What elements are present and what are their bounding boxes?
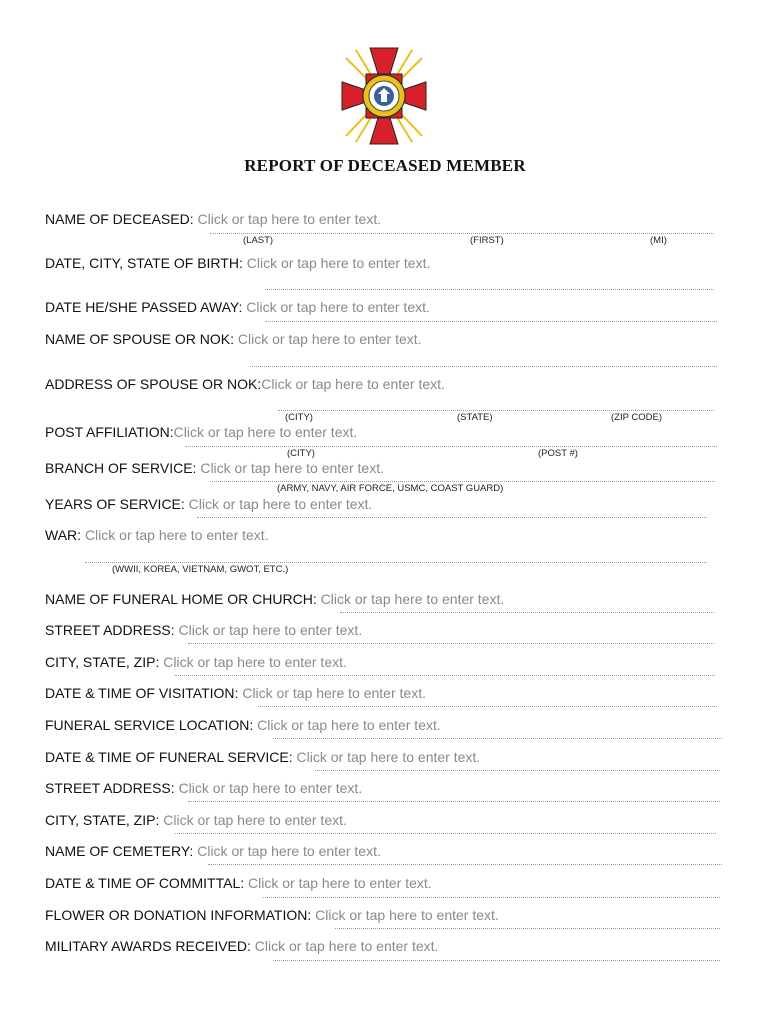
field-label: NAME OF CEMETERY: xyxy=(45,843,194,859)
field-label: NAME OF SPOUSE OR NOK: xyxy=(45,331,235,347)
field-placeholder: Click or tap here to enter text. xyxy=(242,685,426,701)
input-line xyxy=(263,897,720,898)
field-spouse-address[interactable] xyxy=(45,376,445,392)
field-label: NAME OF DECEASED: xyxy=(45,211,194,227)
field-placeholder: Click or tap here to enter text. xyxy=(315,907,499,923)
field-placeholder: Click or tap here to enter text. xyxy=(197,211,382,227)
input-line xyxy=(188,801,720,802)
input-line xyxy=(208,864,722,865)
field-years-of-service[interactable] xyxy=(45,496,372,512)
field-label: MILITARY AWARDS RECEIVED: xyxy=(45,938,251,954)
vfw-emblem-logo xyxy=(340,44,428,148)
field-placeholder: Click or tap here to enter text. xyxy=(246,299,430,315)
field-label: DATE & TIME OF COMMITTAL: xyxy=(45,875,245,891)
sublabel-mi: (MI) xyxy=(650,235,667,246)
field-street-address-2[interactable] xyxy=(45,780,362,796)
input-line xyxy=(175,833,716,834)
sublabel-last: (LAST) xyxy=(243,235,274,246)
field-placeholder: Click or tap here to enter text. xyxy=(178,780,363,796)
field-funeral-service-time[interactable] xyxy=(45,749,480,765)
input-line xyxy=(265,289,714,290)
field-label: BRANCH OF SERVICE: xyxy=(45,460,197,476)
field-label: WAR: xyxy=(45,527,82,543)
field-placeholder: Click or tap here to enter text. xyxy=(248,875,432,891)
field-street-address-1[interactable] xyxy=(45,622,362,638)
field-placeholder: Click or tap here to enter text. xyxy=(237,331,422,347)
field-cemetery[interactable] xyxy=(45,843,381,859)
field-birth[interactable] xyxy=(45,255,430,271)
sublabel-post-city: (CITY) xyxy=(287,448,315,459)
field-placeholder: Click or tap here to enter text. xyxy=(246,255,431,271)
field-placeholder: Click or tap here to enter text. xyxy=(163,654,347,670)
input-line xyxy=(175,675,715,676)
sublabel-post-number: (POST #) xyxy=(538,448,578,459)
field-label: CITY, STATE, ZIP: xyxy=(45,654,160,670)
input-line xyxy=(185,446,717,447)
field-city-state-zip-2[interactable] xyxy=(45,812,347,828)
field-placeholder: Click or tap here to enter text. xyxy=(173,424,358,440)
field-flower-donation[interactable] xyxy=(45,907,499,923)
field-post-affiliation[interactable] xyxy=(45,424,357,440)
field-label: DATE & TIME OF VISITATION: xyxy=(45,685,239,701)
field-placeholder: Click or tap here to enter text. xyxy=(200,460,384,476)
field-placeholder: Click or tap here to enter text. xyxy=(197,843,381,859)
field-placeholder: Click or tap here to enter text. xyxy=(84,527,269,543)
field-placeholder: Click or tap here to enter text. xyxy=(296,749,481,765)
field-service-location[interactable] xyxy=(45,717,441,733)
field-spouse-name[interactable] xyxy=(45,331,422,347)
field-placeholder: Click or tap here to enter text. xyxy=(188,496,373,512)
field-label: ADDRESS OF SPOUSE OR NOK: xyxy=(45,376,262,392)
field-date-passed[interactable] xyxy=(45,299,430,315)
field-label: FLOWER OR DONATION INFORMATION: xyxy=(45,907,312,923)
field-committal[interactable] xyxy=(45,875,432,891)
field-military-awards[interactable] xyxy=(45,938,438,954)
sublabel-branch-hint: (ARMY, NAVY, AIR FORCE, USMC, COAST GUARD) xyxy=(277,483,504,494)
sublabel-war-hint: (WWII, KOREA, VIETNAM, GWOT, ETC.) xyxy=(112,564,289,575)
field-placeholder: Click or tap here to enter text. xyxy=(163,812,347,828)
input-line xyxy=(278,410,714,411)
field-name-of-deceased[interactable] xyxy=(45,211,381,227)
field-placeholder: Click or tap here to enter text. xyxy=(257,717,441,733)
input-line xyxy=(265,321,717,322)
field-placeholder: Click or tap here to enter text. xyxy=(320,591,505,607)
input-line xyxy=(85,562,707,563)
field-label: DATE HE/SHE PASSED AWAY: xyxy=(45,299,243,315)
field-label: STREET ADDRESS: xyxy=(45,780,175,796)
field-label: FUNERAL SERVICE LOCATION: xyxy=(45,717,254,733)
sublabel-city: (CITY) xyxy=(285,412,313,423)
input-line xyxy=(210,481,715,482)
field-label: YEARS OF SERVICE: xyxy=(45,496,185,512)
field-label: DATE, CITY, STATE OF BIRTH: xyxy=(45,255,243,271)
input-line xyxy=(273,738,722,739)
input-line xyxy=(340,612,714,613)
page-title: REPORT OF DECEASED MEMBER xyxy=(244,156,526,175)
input-line xyxy=(315,770,720,771)
input-line xyxy=(258,706,717,707)
input-line xyxy=(188,643,714,644)
input-line xyxy=(335,928,720,929)
input-line xyxy=(197,517,707,518)
input-line xyxy=(210,233,714,234)
field-branch[interactable] xyxy=(45,460,384,476)
input-line xyxy=(273,960,720,961)
sublabel-zip: (ZIP CODE) xyxy=(611,412,663,423)
sublabel-first: (FIRST) xyxy=(470,235,504,246)
sublabel-state: (STATE) xyxy=(457,412,493,423)
field-label: POST AFFILIATION: xyxy=(45,424,174,440)
field-placeholder: Click or tap here to enter text. xyxy=(254,938,439,954)
input-line xyxy=(250,366,717,367)
field-label: DATE & TIME OF FUNERAL SERVICE: xyxy=(45,749,293,765)
field-label: NAME OF FUNERAL HOME OR CHURCH: xyxy=(45,591,317,607)
field-label: STREET ADDRESS: xyxy=(45,622,175,638)
field-label: CITY, STATE, ZIP: xyxy=(45,812,160,828)
field-placeholder: Click or tap here to enter text. xyxy=(178,622,363,638)
field-city-state-zip-1[interactable] xyxy=(45,654,347,670)
field-war[interactable] xyxy=(45,527,269,543)
field-visitation[interactable] xyxy=(45,685,426,701)
field-placeholder: Click or tap here to enter text. xyxy=(261,376,445,392)
field-funeral-home[interactable] xyxy=(45,591,504,607)
